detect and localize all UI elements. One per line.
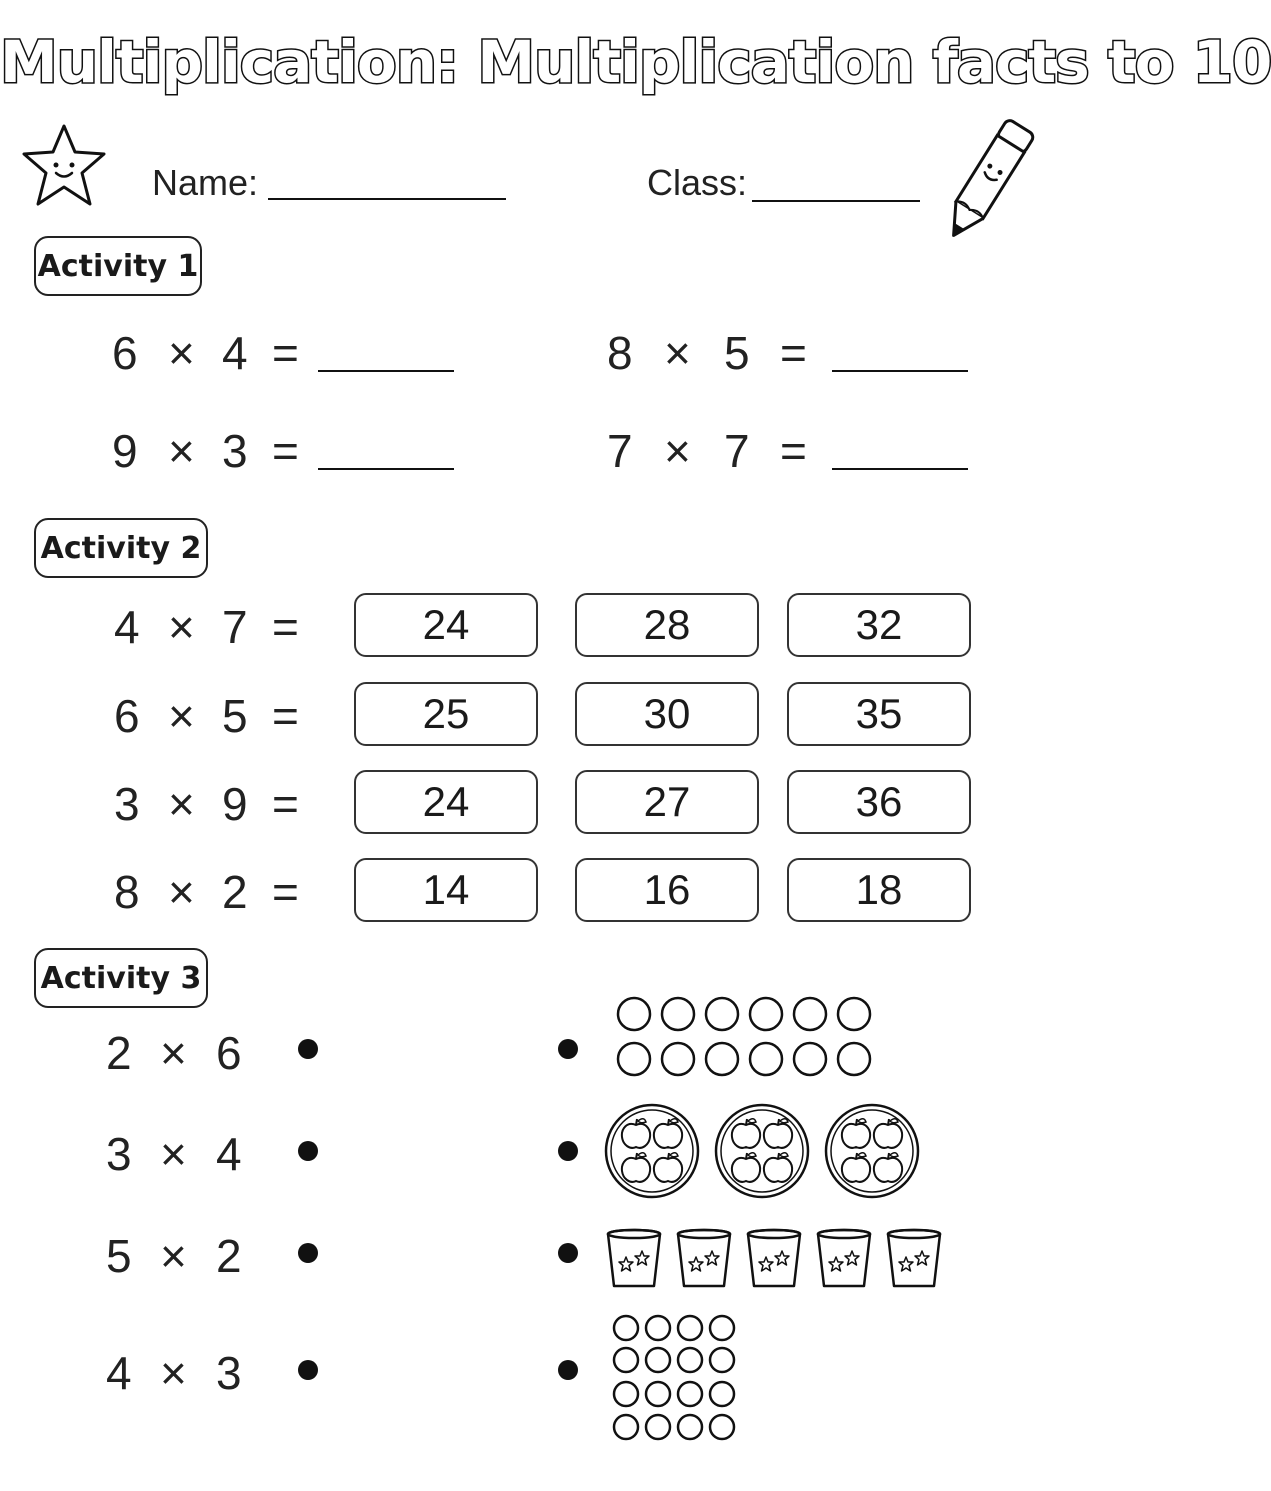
star-cup-icon xyxy=(818,1230,870,1286)
operand: 5 xyxy=(222,690,248,742)
equals-sign: = xyxy=(272,601,299,653)
equals-sign: = xyxy=(272,690,299,742)
picture-circles-2x6 xyxy=(612,994,877,1080)
operand: 2 xyxy=(216,1230,242,1282)
page-title: Multiplication: Multiplication facts to 10 xyxy=(0,28,1271,96)
operand: 3 xyxy=(114,778,140,830)
picture-apple-plates-3x4 xyxy=(600,1102,925,1200)
answer-choice[interactable]: 18 xyxy=(787,858,971,922)
activity-1-label: Activity 1 xyxy=(34,236,202,296)
answer-choice[interactable]: 36 xyxy=(787,770,971,834)
times-sign: × xyxy=(168,690,195,742)
operand: 4 xyxy=(106,1347,132,1399)
smiling-star-icon xyxy=(18,120,110,212)
star-cup-icon xyxy=(888,1230,940,1286)
answer-choice[interactable]: 30 xyxy=(575,682,759,746)
operand: 3 xyxy=(106,1128,132,1180)
a1-problem-2 xyxy=(0,326,1055,386)
match-dot-right-2[interactable] xyxy=(558,1141,578,1161)
equals-sign: = xyxy=(272,778,299,830)
a3-expression-2 xyxy=(0,1127,300,1187)
apple-plate-icon xyxy=(716,1105,808,1197)
activity-3-label: Activity 3 xyxy=(34,948,208,1008)
star-cup-icon xyxy=(608,1230,660,1286)
answer-choice[interactable]: 25 xyxy=(354,682,538,746)
times-sign: × xyxy=(168,327,195,379)
answer-choice[interactable]: 35 xyxy=(787,682,971,746)
answer-choice[interactable]: 24 xyxy=(354,770,538,834)
operand: 2 xyxy=(222,866,248,918)
times-sign: × xyxy=(168,778,195,830)
a3-expression-3 xyxy=(0,1229,300,1289)
answer-choice[interactable]: 14 xyxy=(354,858,538,922)
match-dot-right-1[interactable] xyxy=(558,1039,578,1059)
operand: 3 xyxy=(216,1347,242,1399)
operand: 2 xyxy=(106,1027,132,1079)
picture-circles-4x4 xyxy=(610,1312,740,1444)
operand: 4 xyxy=(222,327,248,379)
activity-2-label: Activity 2 xyxy=(34,518,208,578)
a1-answer-2[interactable] xyxy=(832,370,968,372)
answer-choice[interactable]: 24 xyxy=(354,593,538,657)
picture-star-cups-5x2 xyxy=(604,1228,944,1292)
times-sign: × xyxy=(160,1128,187,1180)
operand: 8 xyxy=(607,327,633,379)
times-sign: × xyxy=(168,601,195,653)
a1-answer-4[interactable] xyxy=(832,468,968,470)
times-sign: × xyxy=(168,866,195,918)
apple-plate-icon xyxy=(606,1105,698,1197)
match-dot-left-3[interactable] xyxy=(298,1243,318,1263)
apple-plate-icon xyxy=(826,1105,918,1197)
times-sign: × xyxy=(664,425,691,477)
operand: 8 xyxy=(114,866,140,918)
times-sign: × xyxy=(160,1347,187,1399)
a3-expression-1 xyxy=(0,1026,300,1086)
operand: 3 xyxy=(222,425,248,477)
answer-choice[interactable]: 27 xyxy=(575,770,759,834)
answer-choice[interactable]: 16 xyxy=(575,858,759,922)
operand: 5 xyxy=(724,327,750,379)
equals-sign: = xyxy=(272,327,299,379)
answer-choice[interactable]: 32 xyxy=(787,593,971,657)
a3-expression-4 xyxy=(0,1346,300,1406)
operand: 5 xyxy=(106,1230,132,1282)
operand: 7 xyxy=(222,601,248,653)
operand: 4 xyxy=(216,1128,242,1180)
equals-sign: = xyxy=(272,425,299,477)
times-sign: × xyxy=(160,1230,187,1282)
operand: 6 xyxy=(112,327,138,379)
operand: 4 xyxy=(114,601,140,653)
a1-problem-4 xyxy=(0,424,1055,484)
match-dot-left-4[interactable] xyxy=(298,1360,318,1380)
times-sign: × xyxy=(664,327,691,379)
equals-sign: = xyxy=(272,866,299,918)
operand: 6 xyxy=(114,690,140,742)
operand: 9 xyxy=(112,425,138,477)
match-dot-left-1[interactable] xyxy=(298,1039,318,1059)
times-sign: × xyxy=(160,1027,187,1079)
match-dot-left-2[interactable] xyxy=(298,1141,318,1161)
class-field[interactable] xyxy=(752,200,920,202)
operand: 7 xyxy=(607,425,633,477)
smiling-pencil-icon xyxy=(935,115,1040,250)
equals-sign: = xyxy=(780,425,807,477)
star-cup-icon xyxy=(748,1230,800,1286)
operand: 7 xyxy=(724,425,750,477)
name-field[interactable] xyxy=(268,198,506,200)
match-dot-right-3[interactable] xyxy=(558,1243,578,1263)
equals-sign: = xyxy=(780,327,807,379)
match-dot-right-4[interactable] xyxy=(558,1360,578,1380)
operand: 6 xyxy=(216,1027,242,1079)
star-cup-icon xyxy=(678,1230,730,1286)
class-label: Class: xyxy=(647,162,748,203)
name-label: Name: xyxy=(152,162,259,203)
operand: 9 xyxy=(222,778,248,830)
times-sign: × xyxy=(168,425,195,477)
answer-choice[interactable]: 28 xyxy=(575,593,759,657)
